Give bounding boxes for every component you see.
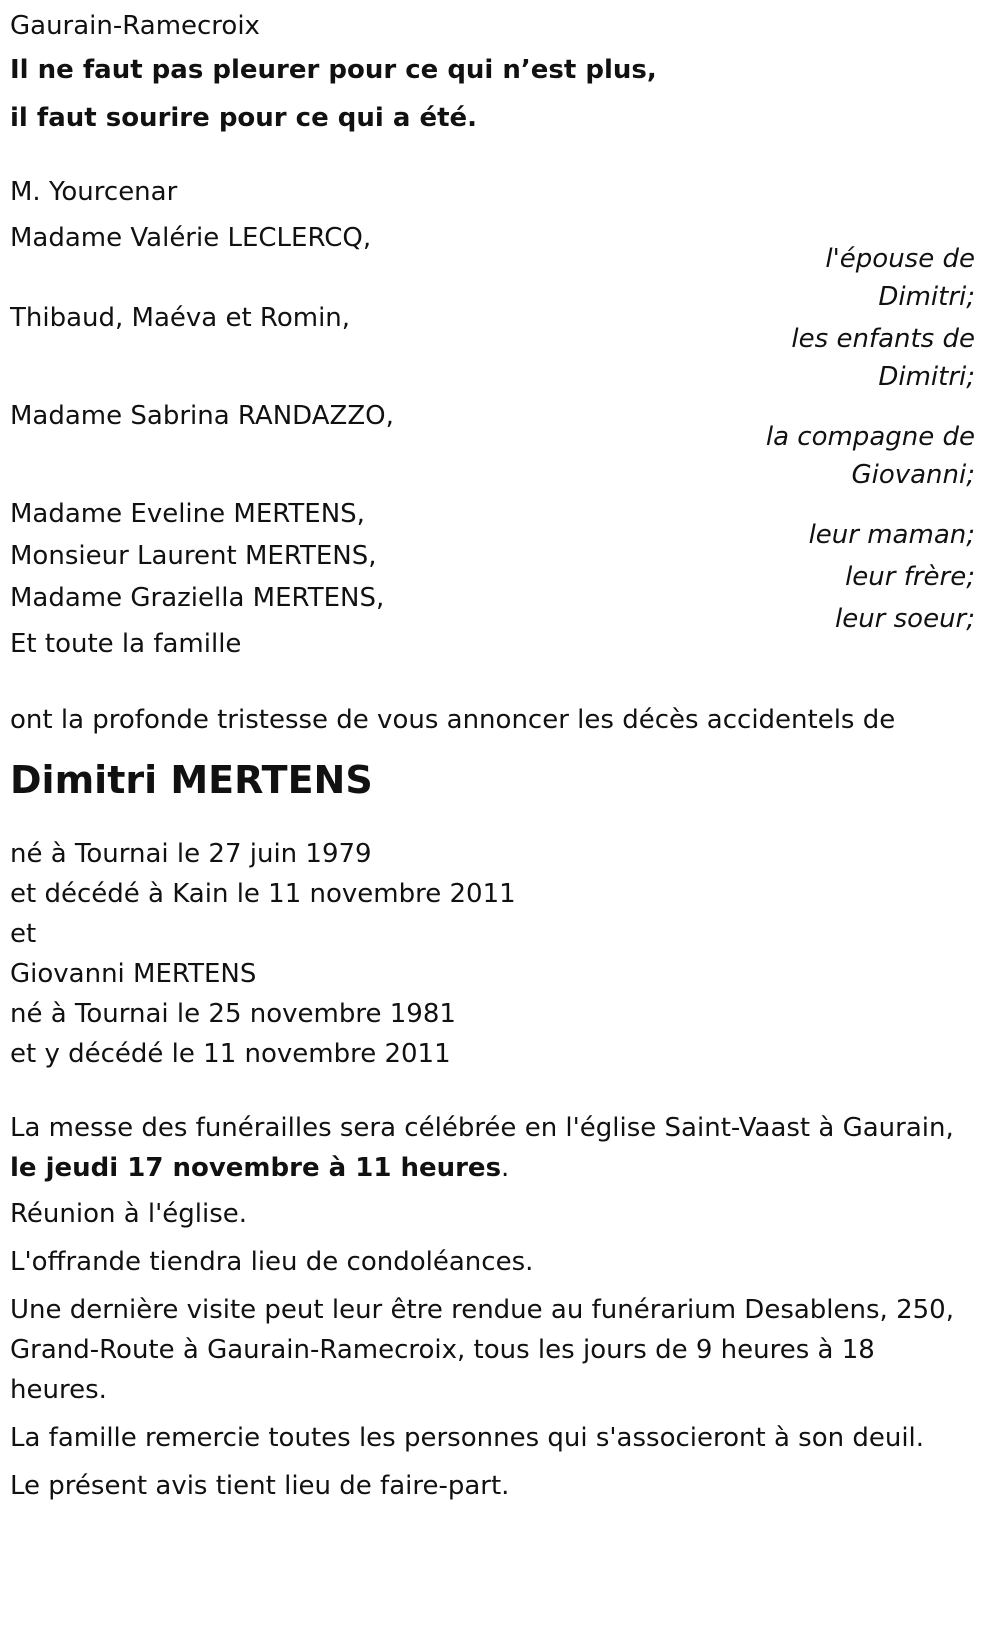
family-member <box>10 578 990 638</box>
deceased-detail-line: Giovanni MERTENS <box>10 959 257 989</box>
family-member-name: Thibaud, Maéva et Romin, <box>10 303 351 333</box>
deceased-name: Dimitri MERTENS <box>10 758 373 802</box>
family-member <box>10 396 990 494</box>
mass-announcement <box>10 1108 960 1188</box>
mass-date: le jeudi 17 novembre à 11 heures <box>10 1153 502 1183</box>
location-heading: Gaurain-Ramecroix <box>10 11 260 41</box>
deceased-detail-line: né à Tournai le 25 novembre 1981 <box>10 999 456 1029</box>
meeting-text: Réunion à l'église. <box>10 1199 248 1229</box>
thanks-text: La famille remercie toutes les personnes qui s'associeront à son deuil. <box>10 1423 925 1453</box>
family-member-relation: leur soeur; <box>834 604 975 634</box>
family-member-relation: l'épouse de Dimitri; <box>825 244 975 312</box>
offering-text: L'offrande tiendra lieu de condoléances. <box>10 1247 534 1277</box>
announcement-text: ont la profonde tristesse de vous annoncer les décès accidentels de <box>10 705 896 735</box>
family-member <box>10 298 990 396</box>
mass-end: . <box>501 1153 510 1183</box>
family-member-name: Madame Valérie LECLERCQ, <box>10 223 372 253</box>
family-member-name: Madame Sabrina RANDAZZO, <box>10 401 394 431</box>
family-member-relation: la compagne de Giovanni; <box>765 422 975 490</box>
family-member-name: Madame Eveline MERTENS, <box>10 499 365 529</box>
family-member-relation: les enfants de Dimitri; <box>791 324 975 392</box>
deceased-detail-line: et <box>10 919 37 949</box>
visit-text: Une dernière visite peut leur être rendue au funérarium Desablens, 250, Grand-Route à Gaurain-Ramecroix, tous les jours de 9 heures à 18 heures. <box>10 1295 954 1405</box>
quote-line-2: il faut sourire pour ce qui a été. <box>10 103 478 133</box>
obituary-notice <box>10 0 990 1506</box>
family-member-relation: leur frère; <box>845 562 975 592</box>
deceased-detail-line: et y décédé le 11 novembre 2011 <box>10 1039 451 1069</box>
deceased-detail-line: et décédé à Kain le 11 novembre 2011 <box>10 879 516 909</box>
mass-text: La messe des funérailles sera célébrée en l'église Saint-Vaast à Gaurain, <box>10 1113 954 1143</box>
family-member-name: Madame Graziella MERTENS, <box>10 583 385 613</box>
family-closing: Et toute la famille <box>10 629 242 659</box>
family-member-name: Monsieur Laurent MERTENS, <box>10 541 377 571</box>
quote-line-1: Il ne faut pas pleurer pour ce qui n’est plus, <box>10 55 657 85</box>
deceased-detail-line: né à Tournai le 27 juin 1979 <box>10 839 372 869</box>
family-intro: M. Yourcenar <box>10 177 178 207</box>
notice-text: Le présent avis tient lieu de faire-part. <box>10 1471 510 1501</box>
family-member-relation: leur maman; <box>808 520 975 550</box>
